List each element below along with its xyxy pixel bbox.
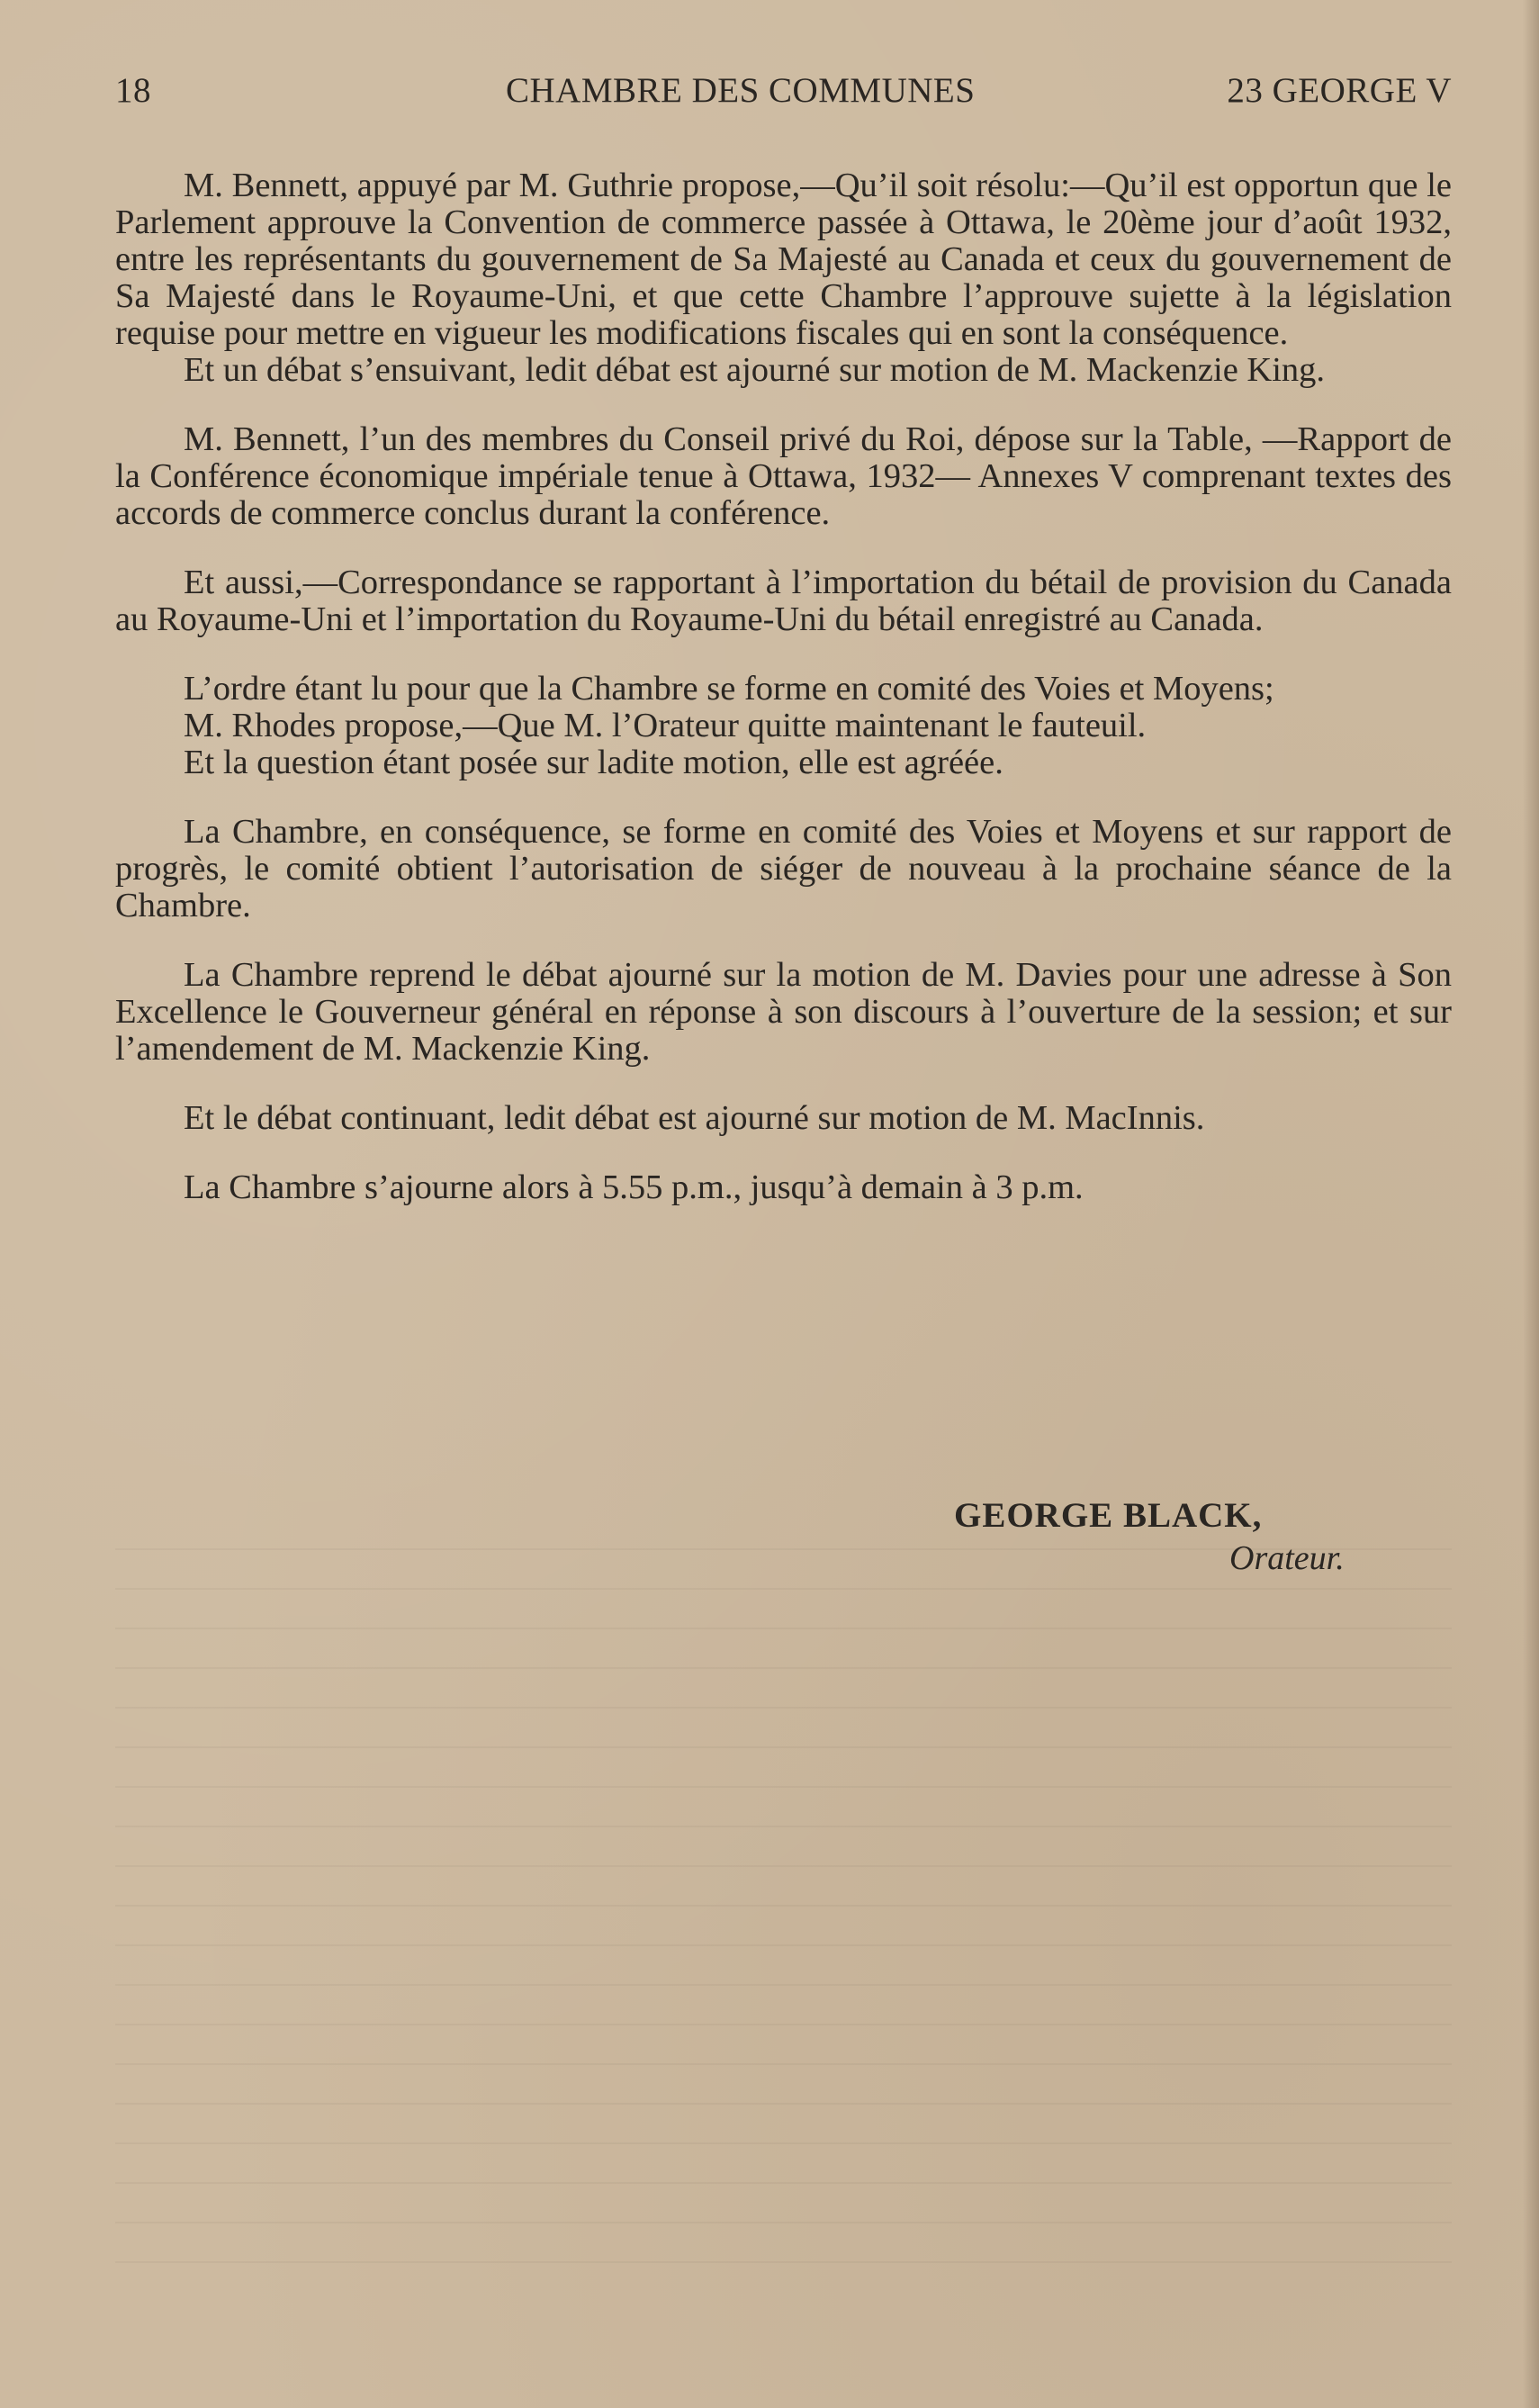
- paragraph-committee: La Chambre, en conséquence, se forme en comité des Voies et Moyens et sur rapport de progrès, le comité obtient l’autorisation de siéger de nouveau à la prochaine séance de la Chambre.: [115, 813, 1452, 924]
- paragraph-order-read: L’ordre étant lu pour que la Chambre se forme en comité des Voies et Moyens;: [184, 670, 1274, 708]
- body-text: [115, 167, 1452, 1206]
- signatory-title: Orateur.: [1229, 1539, 1345, 1577]
- header-title: CHAMBRE DES COMMUNES: [506, 71, 976, 110]
- paragraph-question-agreed: Et la question étant posée sur ladite motion, elle est agréée.: [184, 744, 1004, 781]
- paragraph-debate-adjourned: Et un débat s’ensuivant, ledit débat est ajourné sur motion de M. Mackenzie King.: [184, 351, 1326, 389]
- paragraph-davies-debate: La Chambre reprend le débat ajourné sur la motion de M. Davies pour une adresse à Son Excellence le Gouverneur général en réponse à son discours à l’ouverture de la session; et sur l’amendement de M. Mackenzie King.: [115, 956, 1452, 1068]
- header-year: 23 GEORGE V: [1227, 71, 1452, 110]
- paragraph-rhodes-motion: M. Rhodes propose,—Que M. l’Orateur quitte maintenant le fauteuil.: [184, 707, 1147, 744]
- paragraph-bennett-report: M. Bennett, l’un des membres du Conseil privé du Roi, dépose sur la Table, —Rapport de la Conférence économique impériale tenue à Ottawa, 1932— Annexes V comprenant textes des accords de commerce conclus durant la conférence.: [115, 420, 1452, 532]
- paragraph-bennett-motion: M. Bennett, appuyé par M. Guthrie propose,—Qu’il soit résolu:—Qu’il est opportun que le Parlement approuve la Convention de commerce passée à Ottawa, le 20ème jour d’août 1932, entre les représentants du gouvernement de Sa Majesté au Canada et ceux du gouvernement de Sa Majesté dans le Royaume-Uni, et que cette Chambre l’approuve sujette à la législation requise pour mettre en vigueur les modifications fiscales qui en sont la conséquence.: [115, 167, 1452, 352]
- paragraph-macinnis: Et le débat continuant, ledit débat est ajourné sur motion de M. MacInnis.: [184, 1099, 1205, 1137]
- running-header: [115, 70, 1452, 115]
- page-number: 18: [115, 71, 151, 110]
- bleed-through-texture: [115, 1548, 1452, 2286]
- paragraph-adjournment: La Chambre s’ajourne alors à 5.55 p.m., jusqu’à demain à 3 p.m.: [184, 1168, 1084, 1206]
- signatory-name: GEORGE BLACK,: [954, 1496, 1263, 1535]
- page-edge-shadow: [1523, 0, 1539, 2408]
- paragraph-correspondence: Et aussi,—Correspondance se rapportant à l’importation du bétail de provision du Canada au Royaume-Uni et l’importation du Royaume-Uni du bétail enregistré au Canada.: [115, 564, 1452, 638]
